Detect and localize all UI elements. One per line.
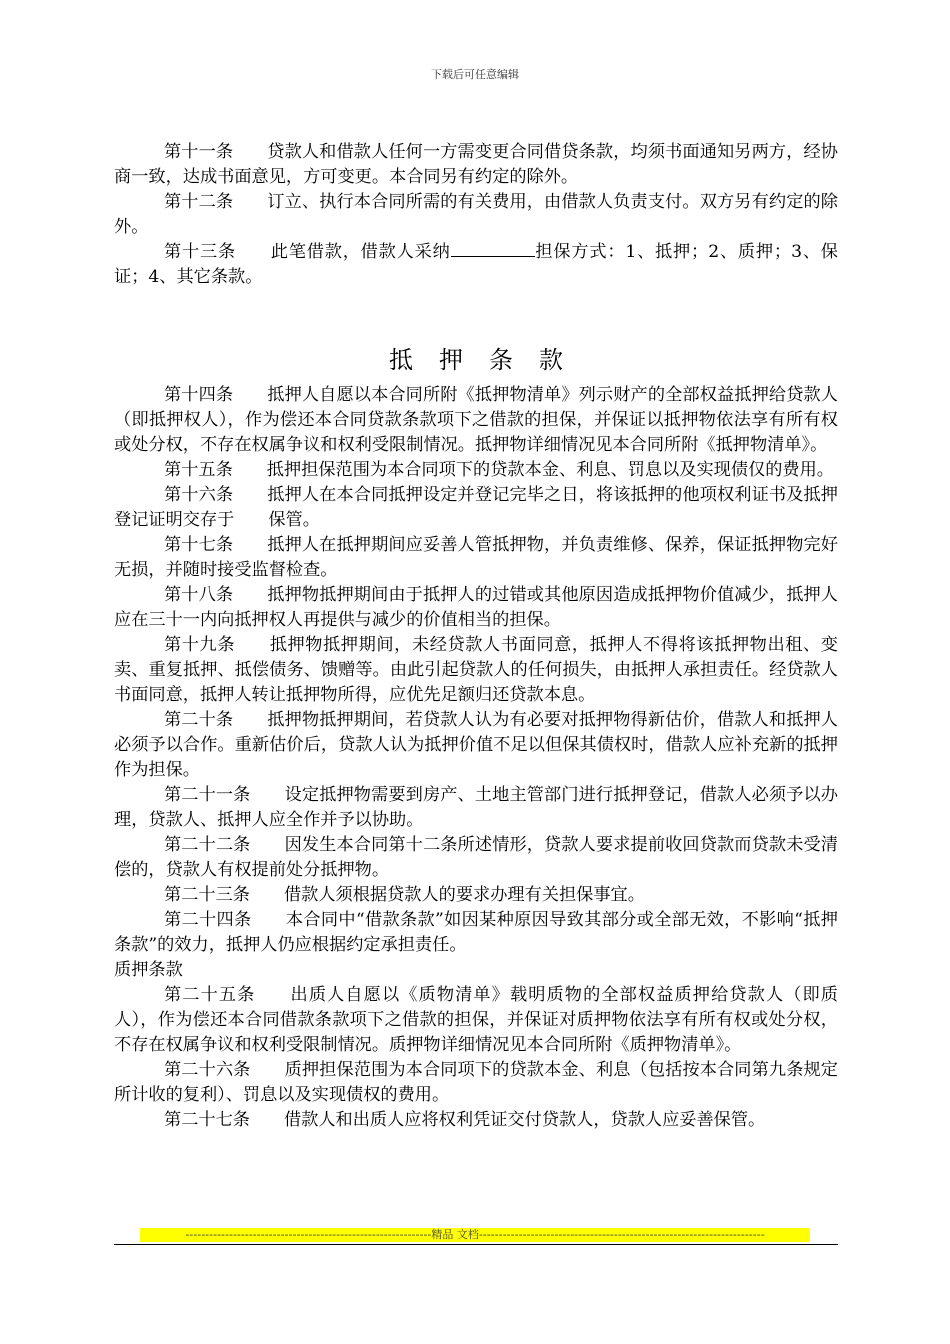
- clause-label: 第二十五条: [164, 985, 256, 1005]
- clause-label: 第十四条: [164, 385, 234, 405]
- clause-text: 抵押物抵押期间由于抵押人的过错或其他原因造成抵押物价值减少，抵押人应在三十一内向抵押权人再提供与减少的价值相当的担保。: [114, 585, 838, 630]
- clause-label: 第十八条: [164, 585, 234, 605]
- clause-text: 抵押担保范围为本合同项下的贷款本金、利息、罚息以及实现债仅的费用。: [266, 460, 834, 480]
- clause-14: [114, 383, 838, 458]
- clause-19: [114, 633, 838, 708]
- clause-text: 抵押物抵押期间，若贷款人认为有必要对抵押物得新估价，借款人和抵押人必须予以合作。重新估价后，贷款人认为抵押价值不足以但保其债权时，借款人应补充新的抵押作为担保。: [114, 710, 838, 780]
- clause-25: [114, 983, 838, 1058]
- clause-label: 第二十二条: [164, 835, 251, 855]
- clause-text: 本合同中“借款条款”如因某种原因导致其部分或全部无效，不影响“抵押条款”的效力，抵押人仍应根据约定承担责任。: [114, 910, 838, 955]
- document-body: [114, 140, 838, 1133]
- clause-20: [114, 708, 838, 783]
- clause-label: 第十二条: [164, 192, 234, 212]
- clause-label: 第十九条: [164, 635, 236, 655]
- clause-label: 第二十六条: [164, 1060, 251, 1080]
- clause-16: [114, 483, 838, 533]
- clause-text: 订立、执行本合同所需的有关费用，由借款人负责支付。双方另有约定的除外。: [114, 192, 838, 237]
- section-title: 抵押条款: [389, 346, 589, 374]
- clause-label: 第二十四条: [164, 910, 252, 930]
- clause-13: [114, 240, 838, 290]
- clause-text: 因发生本合同第十二条所述情形，贷款人要求提前收回贷款而贷款未受清偿的，贷款人有权提前处分抵押物。: [114, 835, 838, 880]
- subsection-title: 质押条款: [114, 960, 183, 980]
- clause-text: 抵押人在抵押期间应妥善人管抵押物，并负责维修、保养，保证抵押物完好无损，并随时接受监督检查。: [114, 535, 838, 580]
- clause-12: [114, 190, 838, 240]
- clause-label: 第二十三条: [164, 885, 250, 905]
- clause-text: 担保方式：1、抵押；2、质押；3、保证；4、其它条款。: [114, 242, 838, 287]
- clause-17: [114, 533, 838, 583]
- footer-divider: [114, 1244, 838, 1245]
- clause-15: [114, 458, 838, 483]
- clause-23: [114, 883, 838, 908]
- blank-underline: [451, 240, 535, 257]
- clause-18: [114, 583, 838, 633]
- clause-label: 第十三条: [164, 242, 236, 262]
- clause-label: 第十六条: [164, 485, 234, 505]
- clause-text: 设定抵押物需要到房产、土地主管部门进行抵押登记，借款人必须予以办理，贷款人、抵押人应全作并予以协助。: [114, 785, 838, 830]
- clause-text: 借款人和出质人应将权利凭证交付贷款人，贷款人应妥善保管。: [283, 1110, 766, 1130]
- clause-text: 贷款人和借款人任何一方需变更合同借贷条款，均须书面通知另两方，经协商一致，达成书面意见，方可变更。本合同另有约定的除外。: [114, 142, 838, 187]
- clause-label: 第十一条: [164, 142, 234, 162]
- clause-label: 第十七条: [164, 535, 234, 555]
- clause-label: 第二十一条: [164, 785, 251, 805]
- clause-text: 此笔借款，借款人采纳: [269, 242, 451, 262]
- page-header: 下载后可任意编辑: [431, 68, 519, 81]
- clause-24: [114, 908, 838, 958]
- clause-27: [114, 1108, 838, 1133]
- clause-text: 抵押物抵押期间，未经贷款人书面同意，抵押人不得将该抵押物出租、变卖、重复抵押、抵偿债务、馈赠等。由此引起贷款人的任何损失，由抵押人承担责任。经贷款人书面同意，抵押人转让抵押物所得，应优先足额归还贷款本息。: [114, 635, 838, 705]
- clause-21: [114, 783, 838, 833]
- clause-label: 第二十七条: [164, 1110, 250, 1130]
- clause-text: 保管。: [268, 510, 320, 530]
- clause-22: [114, 833, 838, 883]
- clause-text: 借款人须根据贷款人的要求办理有关担保事宜。: [283, 885, 645, 905]
- clause-text: 抵押人自愿以本合同所附《抵押物清单》列示财产的全部权益抵押给贷款人（即抵押权人），作为偿还本合同贷款条款项下之借款的担保，并保证以抵押物依法享有所有权或处分权，不存在权属争议和权利受限制情况。抵押物详细情况见本合同所附《抵押物清单》。: [114, 385, 838, 455]
- clause-text: 抵押人在本合同抵押设定并登记完毕之日，将该抵押的他项权利证书及抵押登记证明交存于: [114, 485, 838, 530]
- clause-label: 第十五条: [164, 460, 233, 480]
- clause-text: 质押担保范围为本合同项下的贷款本金、利息（包括按本合同第九条规定所计收的复利）、罚息以及实现债权的费用。: [114, 1060, 838, 1105]
- footer-banner: --------------------------------------------------------------精品 文档------------------------------------------------------------------------: [140, 1228, 810, 1242]
- clause-text: 出质人自愿以《质物清单》载明质物的全部权益质押给贷款人（即质人），作为偿还本合同借款条款项下之借款的担保，并保证对质押物依法享有所有权或处分权，不存在权属争议和权利受限制情况。质押物详细情况见本合同所附《质押物清单》。: [114, 985, 838, 1055]
- clause-11: [114, 140, 838, 190]
- clause-label: 第二十条: [164, 710, 234, 730]
- clause-26: [114, 1058, 838, 1108]
